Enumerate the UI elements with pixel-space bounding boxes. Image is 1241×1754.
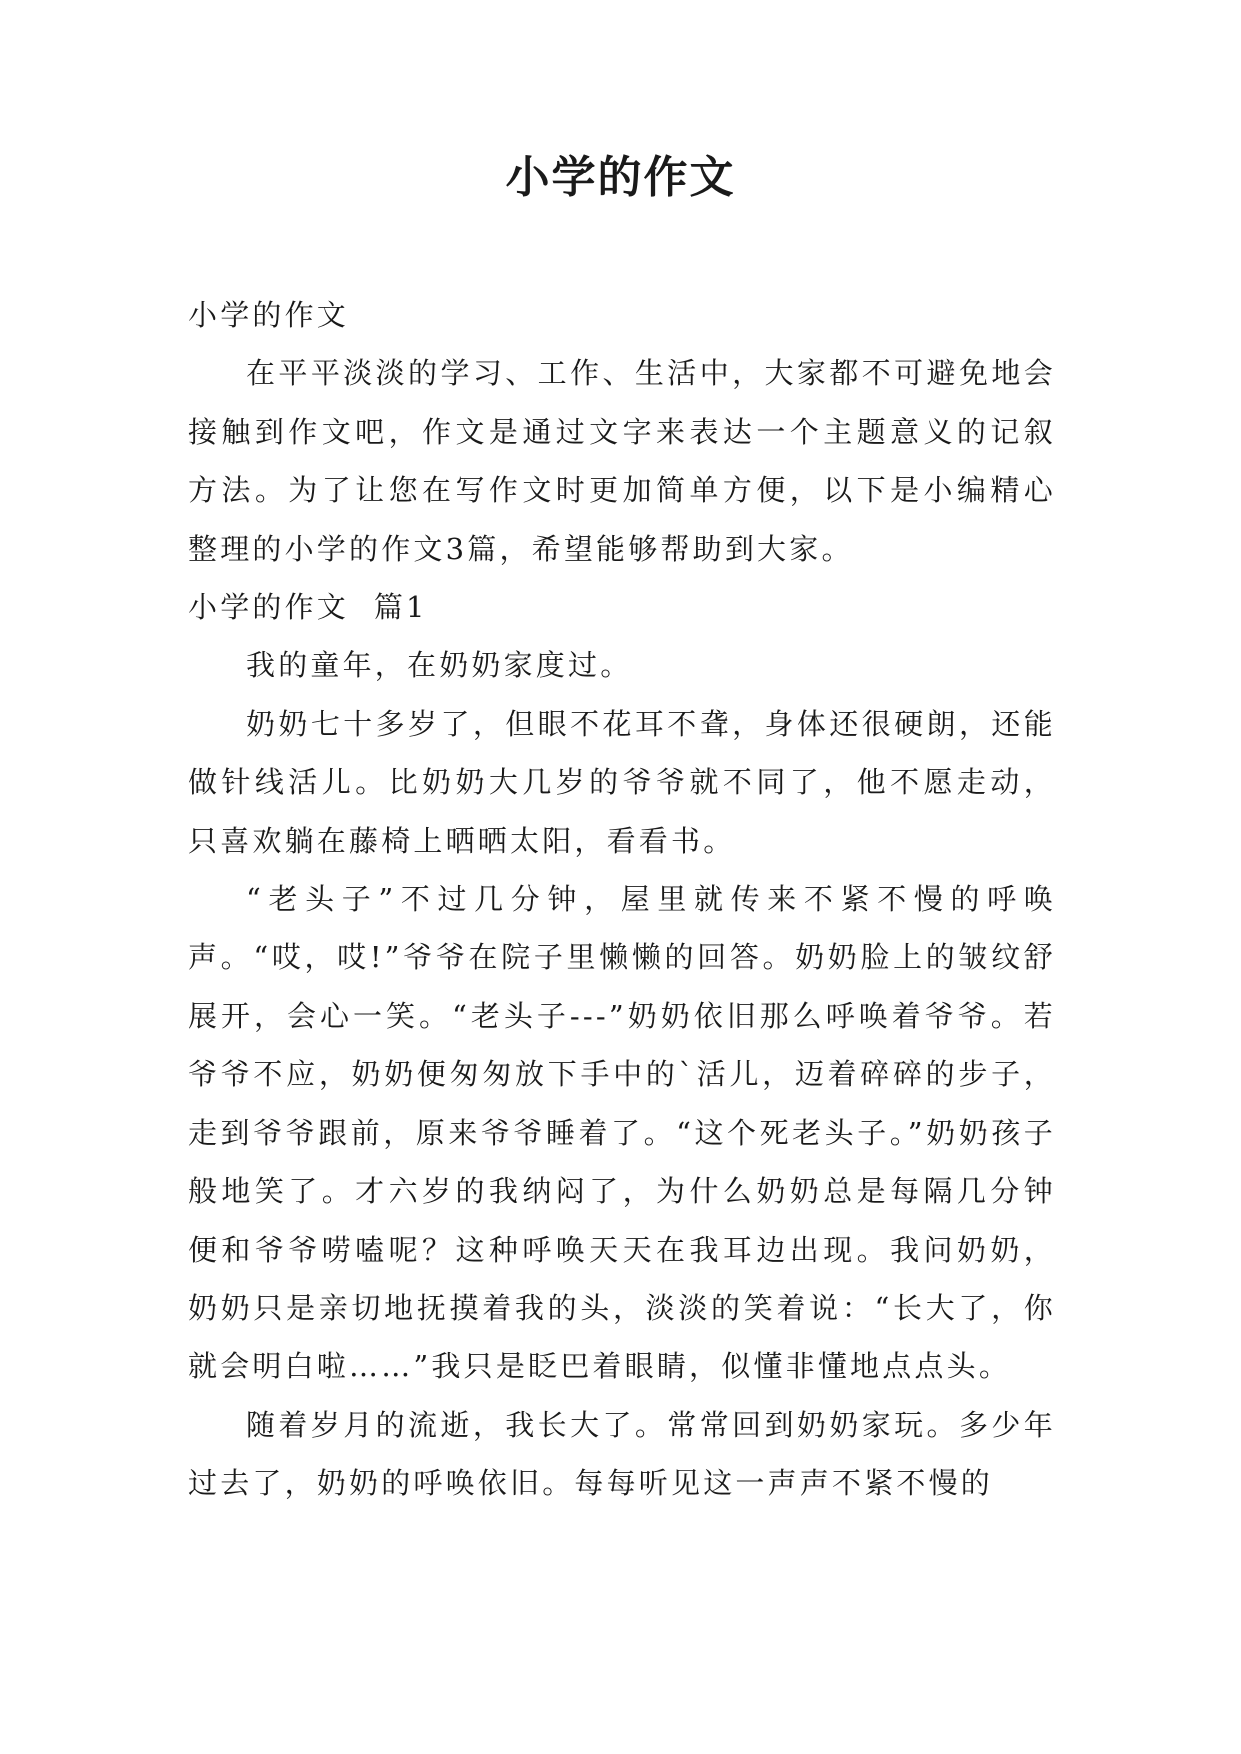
document-body (188, 286, 1056, 1513)
paragraph: 随着岁月的流逝，我长大了。常常回到奶奶家玩。多少年过去了，奶奶的呼唤依旧。每每听见这一声声不紧不慢的 (188, 1407, 1056, 1501)
subtitle: 小学的作文 (188, 298, 350, 332)
section-heading: 小学的作文 篇1 (188, 590, 428, 625)
intro-paragraph: 在平平淡淡的学习、工作、生活中，大家都不可避免地会接触到作文吧，作文是通过文字来表达一个主题意义的记叙方法。为了让您在写作文时更加简单方便，以下是小编精心整理的小学的作文3篇，希望能够帮助到大家。 (188, 356, 1056, 566)
paragraph: “老头子”不过几分钟，屋里就传来不紧不慢的呼唤声。“哎，哎!”爷爷在院子里懒懒的回答。奶奶脸上的皱纹舒展开，会心一笑。“老头子---”奶奶依旧那么呼唤着爷爷。若爷爷不应，奶奶便匆匆放下手中的`活儿，迈着碎碎的步子，走到爷爷跟前，原来爷爷睡着了。“这个死老头子。”奶奶孩子般地笑了。才六岁的我纳闷了，为什么奶奶总是每隔几分钟便和爷爷唠嗑呢？这种呼唤天天在我耳边出现。我问奶奶，奶奶只是亲切地抚摸着我的头，淡淡的笑着说：“长大了，你就会明白啦……”我只是眨巴着眼睛，似懂非懂地点点头。 (188, 882, 1056, 1384)
paragraph: 我的童年，在奶奶家度过。 (246, 648, 633, 683)
paragraph: 奶奶七十多岁了，但眼不花耳不聋，身体还很硬朗，还能做针线活儿。比奶奶大几岁的爷爷就不同了，他不愿走动，只喜欢躺在藤椅上晒晒太阳，看看书。 (188, 706, 1056, 858)
document-title: 小学的作文 (505, 152, 736, 203)
